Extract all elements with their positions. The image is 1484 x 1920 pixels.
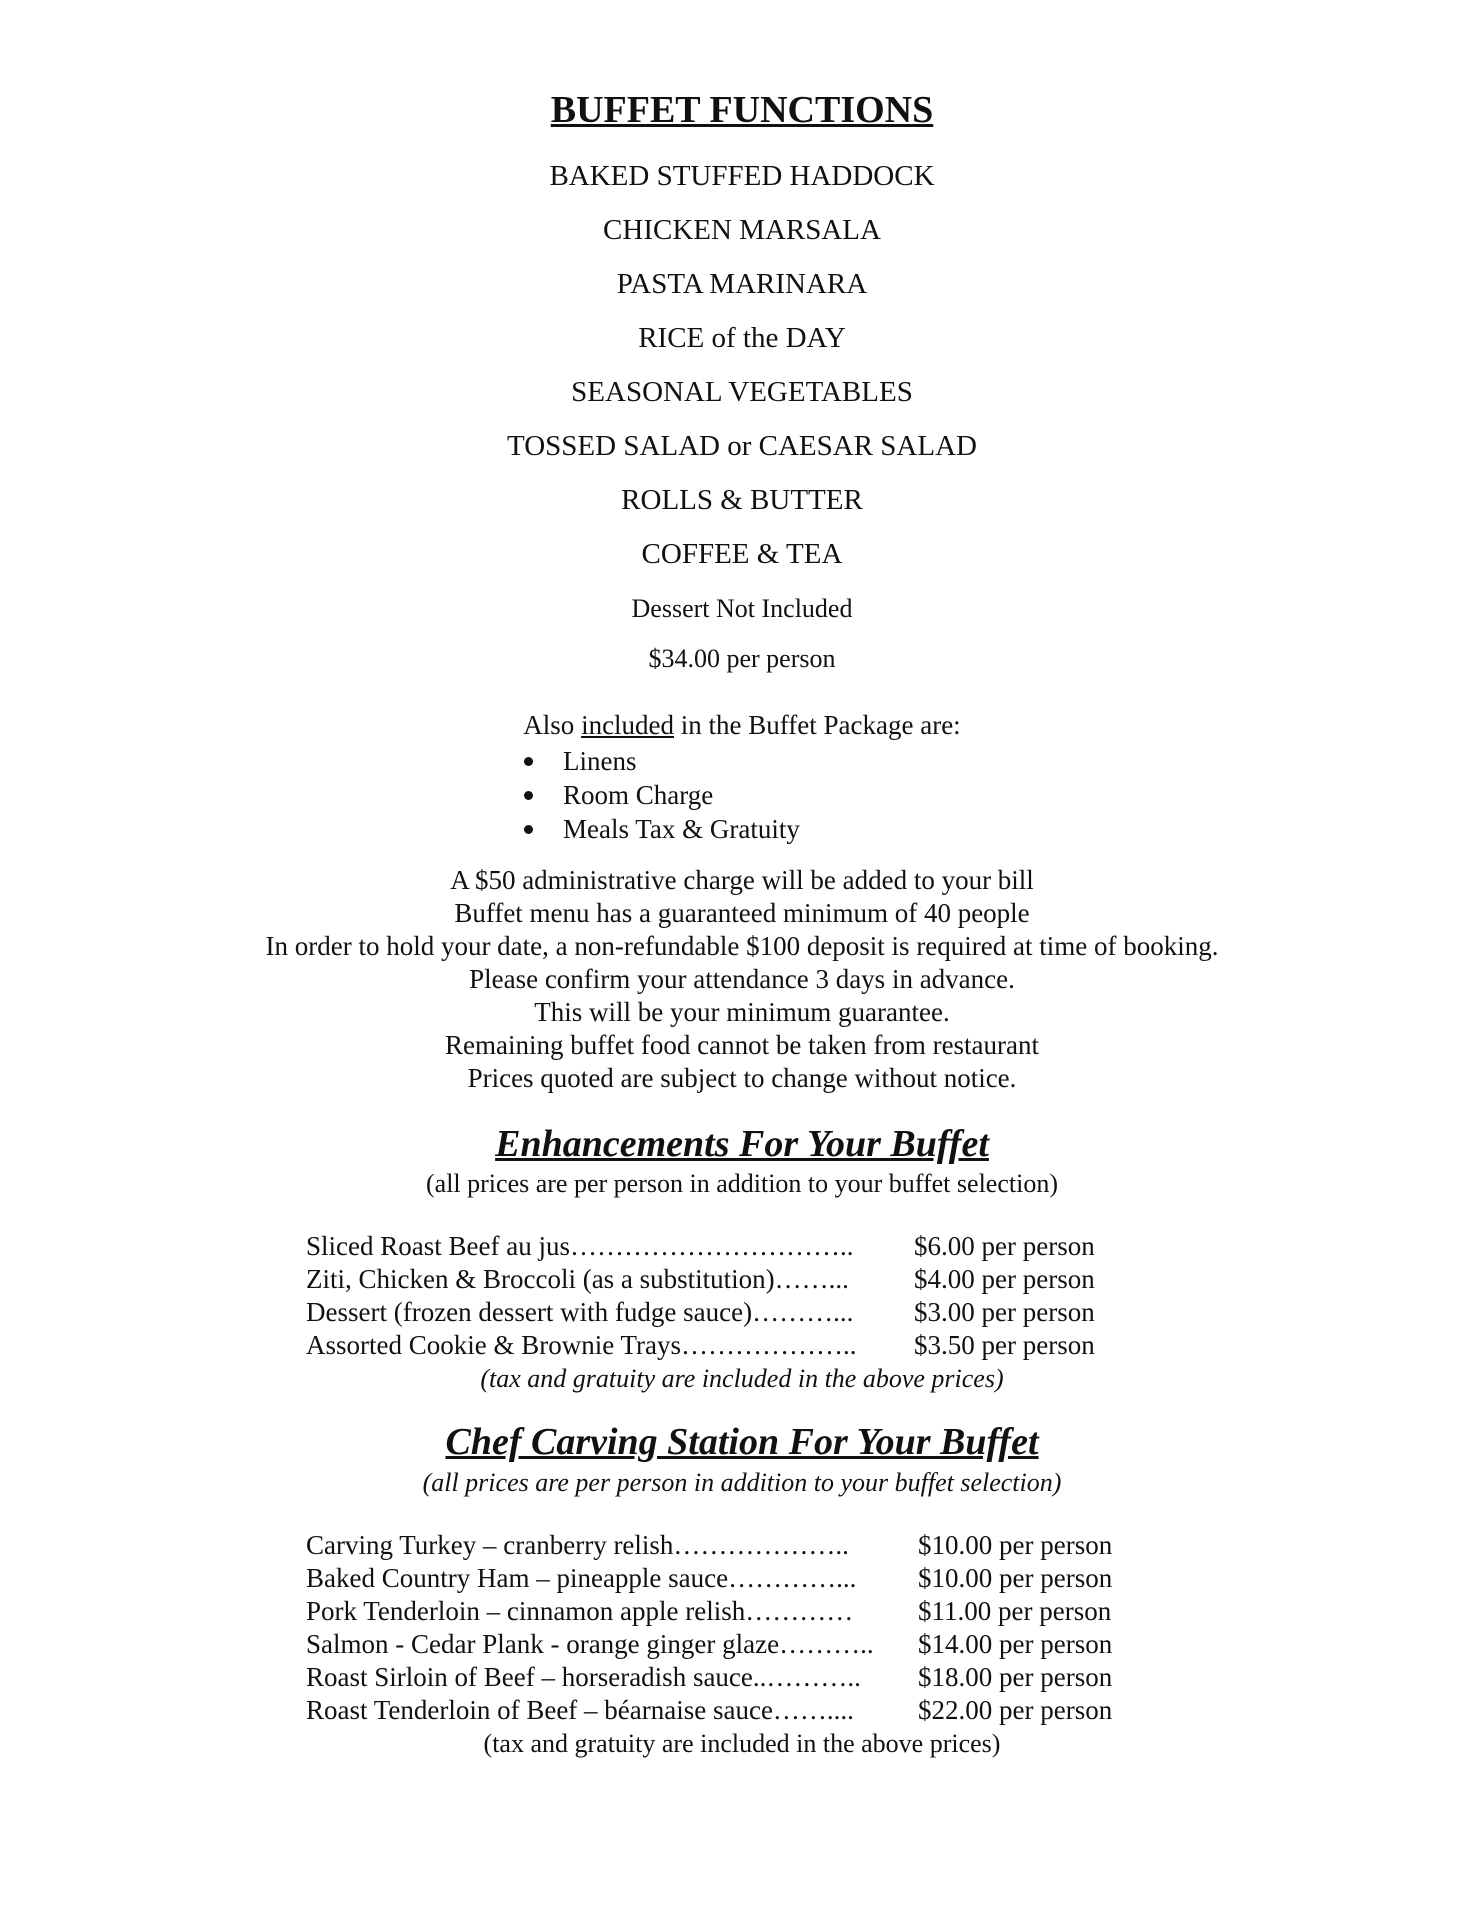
row-price: $14.00 per person: [918, 1629, 1113, 1659]
row-price: $6.00 per person: [914, 1231, 1095, 1261]
note-line: Remaining buffet food cannot be taken from restaurant: [444, 1030, 1040, 1060]
list-item-label: Room Charge: [563, 780, 714, 810]
row-name: Sliced Roast Beef au jus…………………………..: [306, 1231, 854, 1261]
note-line: In order to hold your date, a non-refundable $100 deposit is required at time of booking.: [265, 931, 1219, 961]
menu-item: SEASONAL VEGETABLES: [571, 376, 913, 408]
note-line: Prices quoted are subject to change without notice.: [467, 1063, 1017, 1093]
note-line: Buffet menu has a guaranteed minimum of 40 people: [454, 898, 1030, 928]
row-name: Roast Sirloin of Beef – horseradish sauce..………..: [306, 1662, 861, 1692]
row-name: Carving Turkey – cranberry relish………………..: [306, 1530, 849, 1560]
row-price: $22.00 per person: [918, 1695, 1113, 1725]
row-price: $10.00 per person: [918, 1530, 1113, 1560]
dessert-note: Dessert Not Included: [631, 594, 853, 623]
menu-item: CHICKEN MARSALA: [603, 214, 881, 246]
row-price: $11.00 per person: [918, 1596, 1112, 1626]
note-line: A $50 administrative charge will be added to your bill: [450, 865, 1034, 895]
carving-footer: (tax and gratuity are included in the above prices): [483, 1729, 1001, 1758]
menu-item: COFFEE & TEA: [641, 538, 843, 570]
page-title: BUFFET FUNCTIONS: [550, 89, 934, 131]
list-item: [524, 744, 800, 778]
list-item-label: Meals Tax & Gratuity: [563, 814, 800, 844]
buffet-price: $34.00 per person: [648, 644, 836, 673]
included-list: [524, 744, 800, 846]
row-price: $3.00 per person: [914, 1297, 1095, 1327]
row-price: $18.00 per person: [918, 1662, 1113, 1692]
row-name: Baked Country Ham – pineapple sauce…………...: [306, 1563, 857, 1593]
menu-item: ROLLS & BUTTER: [621, 484, 863, 516]
bullet-icon: [524, 825, 533, 834]
menu-item: PASTA MARINARA: [616, 268, 868, 300]
row-name: Roast Tenderloin of Beef – béarnaise sauce……....: [306, 1695, 854, 1725]
note-line: Please confirm your attendance 3 days in advance.: [469, 964, 1015, 994]
enhancements-subtitle: (all prices are per person in addition to your buffet selection): [426, 1169, 1058, 1198]
list-item: [524, 778, 800, 812]
enhancements-footer: (tax and gratuity are included in the above prices): [480, 1364, 1004, 1393]
note-line: This will be your minimum guarantee.: [534, 997, 950, 1027]
row-name: Assorted Cookie & Brownie Trays………………..: [306, 1330, 857, 1360]
carving-subtitle: (all prices are per person in addition to your buffet selection): [422, 1468, 1062, 1497]
row-name: Ziti, Chicken & Broccoli (as a substitution)……...: [306, 1264, 849, 1294]
row-price: $3.50 per person: [914, 1330, 1095, 1360]
bullet-icon: [524, 757, 533, 766]
row-name: Dessert (frozen dessert with fudge sauce)………...: [306, 1297, 854, 1327]
row-price: $4.00 per person: [914, 1264, 1095, 1294]
carving-title: Chef Carving Station For Your Buffet: [445, 1421, 1039, 1463]
also-underlined: included: [581, 710, 675, 740]
list-item-label: Linens: [563, 746, 637, 776]
bullet-icon: [524, 791, 533, 800]
row-name: Pork Tenderloin – cinnamon apple relish…………: [306, 1596, 854, 1626]
also-suffix: in the Buffet Package are:: [674, 710, 961, 740]
enhancements-title: Enhancements For Your Buffet: [495, 1123, 989, 1165]
list-item: [524, 812, 800, 846]
menu-item: TOSSED SALAD or CAESAR SALAD: [507, 430, 977, 462]
row-price: $10.00 per person: [918, 1563, 1113, 1593]
also-included-heading: [0, 710, 1484, 741]
also-prefix: Also: [523, 710, 582, 740]
menu-item: BAKED STUFFED HADDOCK: [549, 160, 935, 192]
row-name: Salmon - Cedar Plank - orange ginger glaze………..: [306, 1629, 874, 1659]
menu-item: RICE of the DAY: [638, 322, 846, 354]
